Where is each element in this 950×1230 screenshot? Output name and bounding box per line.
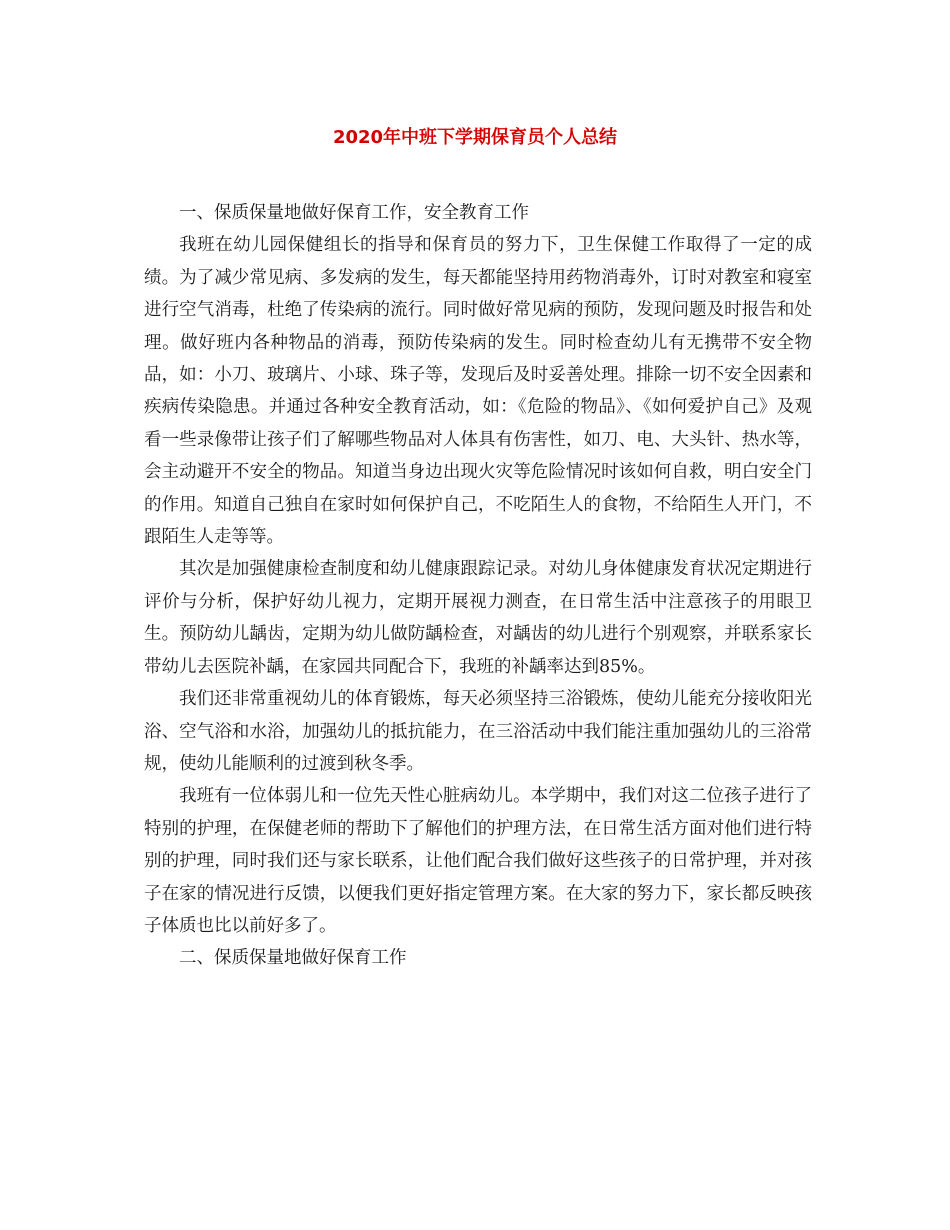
paragraph-special-care: 我班有一位体弱儿和一位先天性心脏病幼儿。本学期中，我们对这二位孩子进行了特别的护理，在保健老师的帮助下了解他们的护理方法，在日常生活方面对他们进行特别的护理，同时我们还与家长联系，让他们配合我们做好这些孩子的日常护理，并对孩子在家的情况进行反馈，以便我们更好指定管理方案。在大家的努力下，家长都反映孩子体质也比以前好多了。 [144, 786, 812, 936]
document-title: 2020年中班下学期保育员个人总结 [332, 127, 618, 148]
paragraph-physical-exercise: 我们还非常重视幼儿的体育锻炼，每天必须坚持三浴锻炼，使幼儿能充分接收阳光浴、空气浴和水浴，加强幼儿的抵抗能力，在三浴活动中我们能注重加强幼儿的三浴常规，使幼儿能顺利的过渡到秋冬季。 [144, 689, 812, 774]
section-heading-1: 一、保质保量地做好保育工作，安全教育工作 [179, 203, 529, 223]
paragraph-health-check: 其次是加强健康检查制度和幼儿健康跟踪记录。对幼儿身体健康发育状况定期进行评价与分析，保护好幼儿视力，定期开展视力测查，在日常生活中注意孩子的用眼卫生。预防幼儿龋齿，定期为幼儿做防龋检查，对龋齿的幼儿进行个别观察，并联系家长带幼儿去医院补龋，在家园共同配合下，我班的补龋率达到85%。 [144, 559, 812, 677]
paragraph-hygiene-safety: 我班在幼儿园保健组长的指导和保育员的努力下，卫生保健工作取得了一定的成绩。为了减少常见病、多发病的发生，每天都能坚持用药物消毒外，订时对教室和寝室进行空气消毒，杜绝了传染病的流行。同时做好常见病的预防，发现问题及时报告和处理。做好班内各种物品的消毒，预防传染病的发生。同时检查幼儿有无携带不安全物品，如：小刀、玻璃片、小球、珠子等，发现后及时妥善处理。排除一切不安全因素和疾病传染隐患。并通过各种安全教育活动，如：《危险的物品》、《如何爱护自己》及观看一些录像带让孩子们了解哪些物品对人体具有伤害性，如刀、电、大头针、热水等，会主动避开不安全的物品。知道当身边出现火灾等危险情况时该如何自救，明白安全门的作用。知道自己独自在家时如何保护自己，不吃陌生人的食物，不给陌生人开门，不跟陌生人走等等。 [144, 235, 812, 548]
section-heading-2: 二、保质保量地做好保育工作 [179, 948, 407, 969]
document-body [144, 197, 812, 975]
